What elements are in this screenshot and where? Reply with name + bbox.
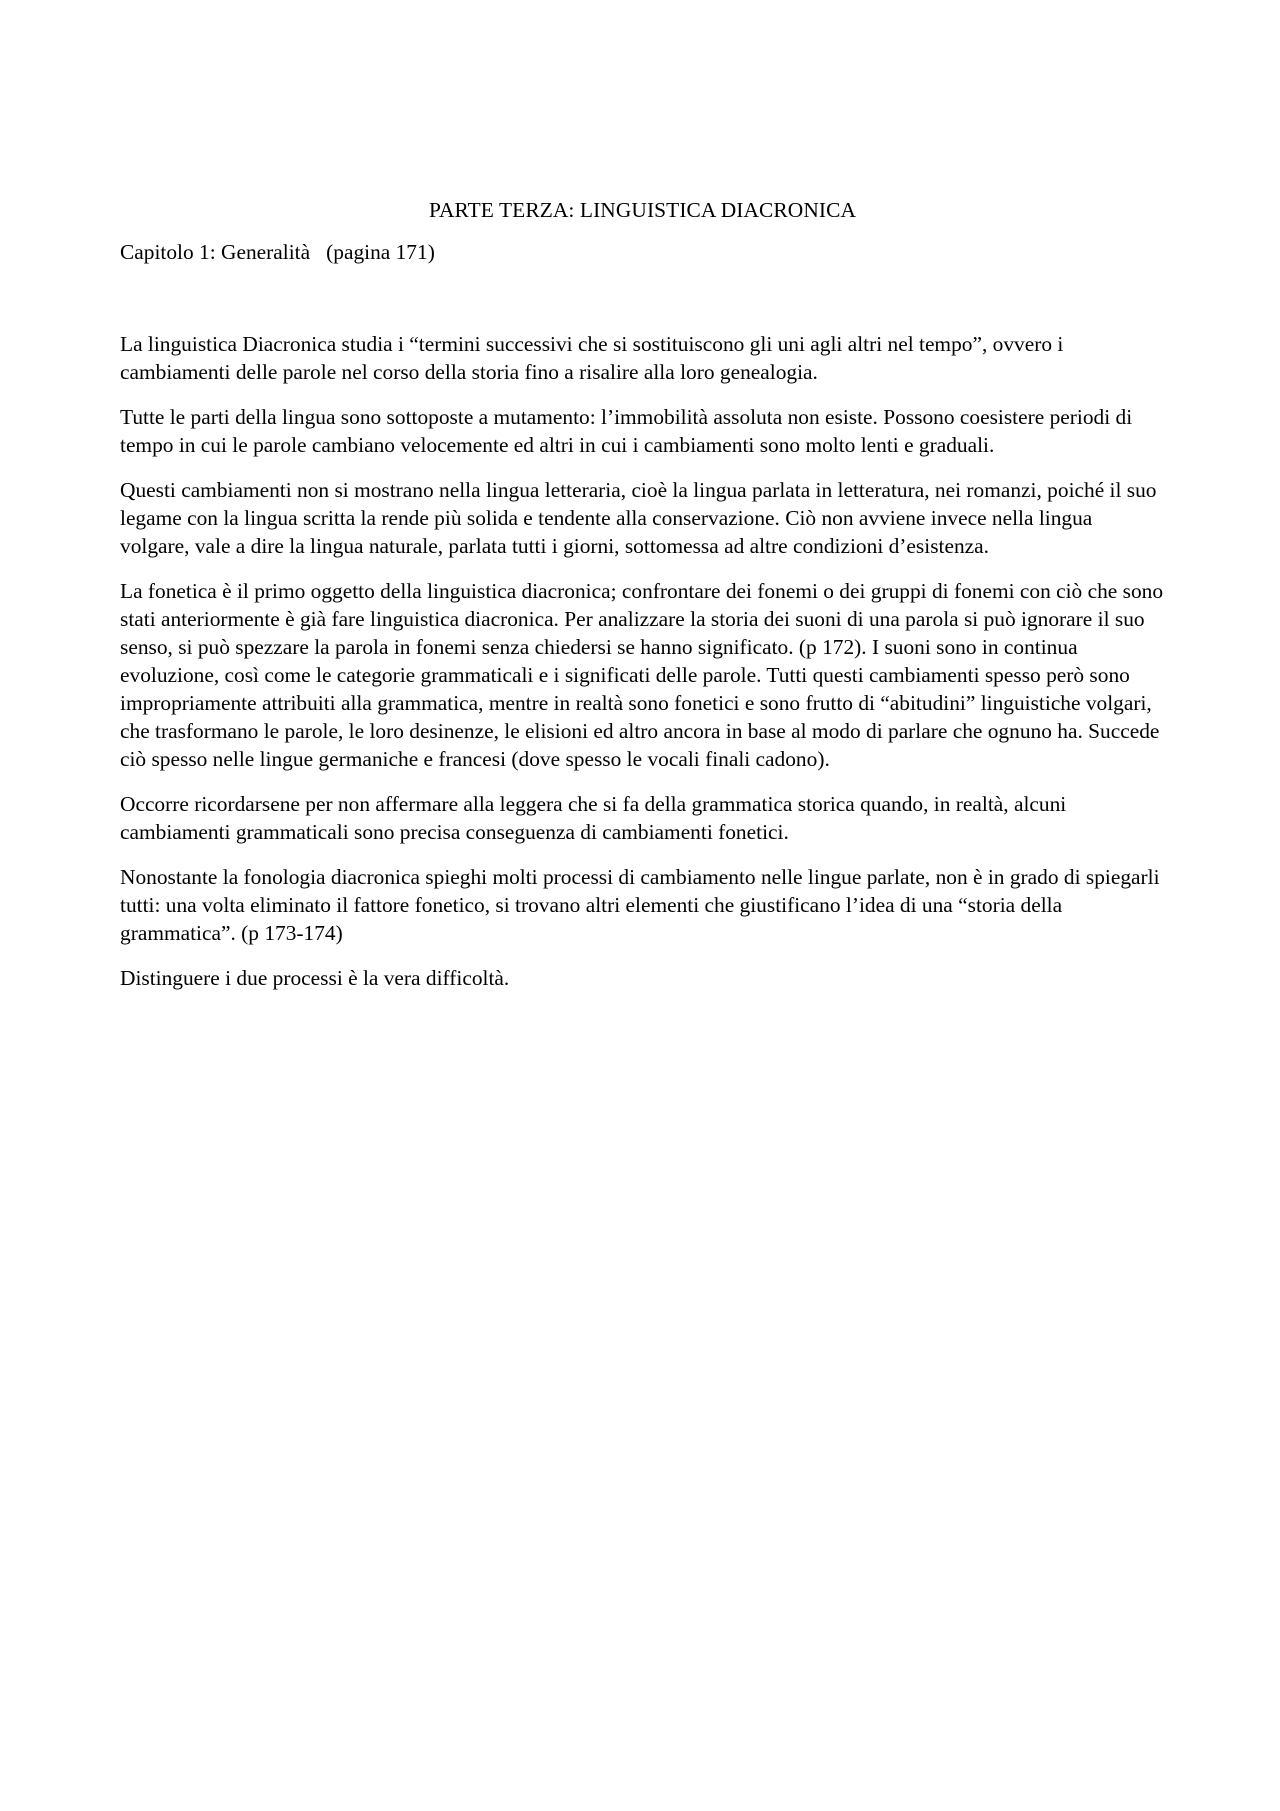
chapter-heading: Capitolo 1: Generalità (pagina 171) (120, 240, 435, 264)
paragraph-2: Tutte le parti della lingua sono sottoposte a mutamento: l’immobilità assoluta non esiste. Possono coesistere periodi di tempo in cui le parole cambiano velocemente ed altri in cui i cambiamenti sono molto lenti e graduali. (120, 405, 1133, 457)
paragraph-1: La linguistica Diacronica studia i “termini successivi che si sostituiscono gli uni agli altri nel tempo”, ovvero i cambiamenti delle parole nel corso della storia fino a risalire alla loro genealogia. (120, 332, 1064, 384)
paragraph-5: Occorre ricordarsene per non affermare alla leggera che si fa della grammatica storica quando, in realtà, alcuni cambiamenti grammaticali sono precisa conseguenza di cambiamenti fonetici. (120, 792, 1067, 844)
paragraph-6: Nonostante la fonologia diacronica spieghi molti processi di cambiamento nelle lingue parlate, non è in grado di spiegarli tutti: una volta eliminato il fattore fonetico, si trovano altri elementi che giustificano l’idea di una “storia della grammatica”. (p 173-174) (120, 865, 1160, 945)
document-body (120, 196, 1165, 1009)
part-title: PARTE TERZA: LINGUISTICA DIACRONICA (428, 198, 857, 222)
paragraph-4: La fonetica è il primo oggetto della linguistica diacronica; confrontare dei fonemi o dei gruppi di fonemi con ciò che sono stati anteriormente è già fare linguistica diacronica. Per analizzare la storia dei suoni di una parola si può ignorare il suo senso, si può spezzare la parola in fonemi senza chiedersi se hanno significato. (p 172). I suoni sono in continua evoluzione, così come le categorie grammaticali e i significati delle parole. Tutti questi cambiamenti spesso però sono impropriamente attribuiti alla grammatica, mentre in realtà sono fonetici e sono frutto di “abitudini” linguistiche volgari, che trasformano le parole, le loro desinenze, le elisioni ed altro ancora in base al modo di parlare che ognuno ha. Succede ciò spesso nelle lingue germaniche e francesi (dove spesso le vocali finali cadono). (120, 579, 1164, 771)
paragraph-7: Distinguere i due processi è la vera difficoltà. (120, 966, 510, 990)
paragraph-3: Questi cambiamenti non si mostrano nella lingua letteraria, cioè la lingua parlata in letteratura, nei romanzi, poiché il suo legame con la lingua scritta la rende più solida e tendente alla conservazione. Ciò non avviene invece nella lingua volgare, vale a dire la lingua naturale, parlata tutti i giorni, sottomessa ad altre condizioni d’esistenza. (120, 478, 1157, 558)
